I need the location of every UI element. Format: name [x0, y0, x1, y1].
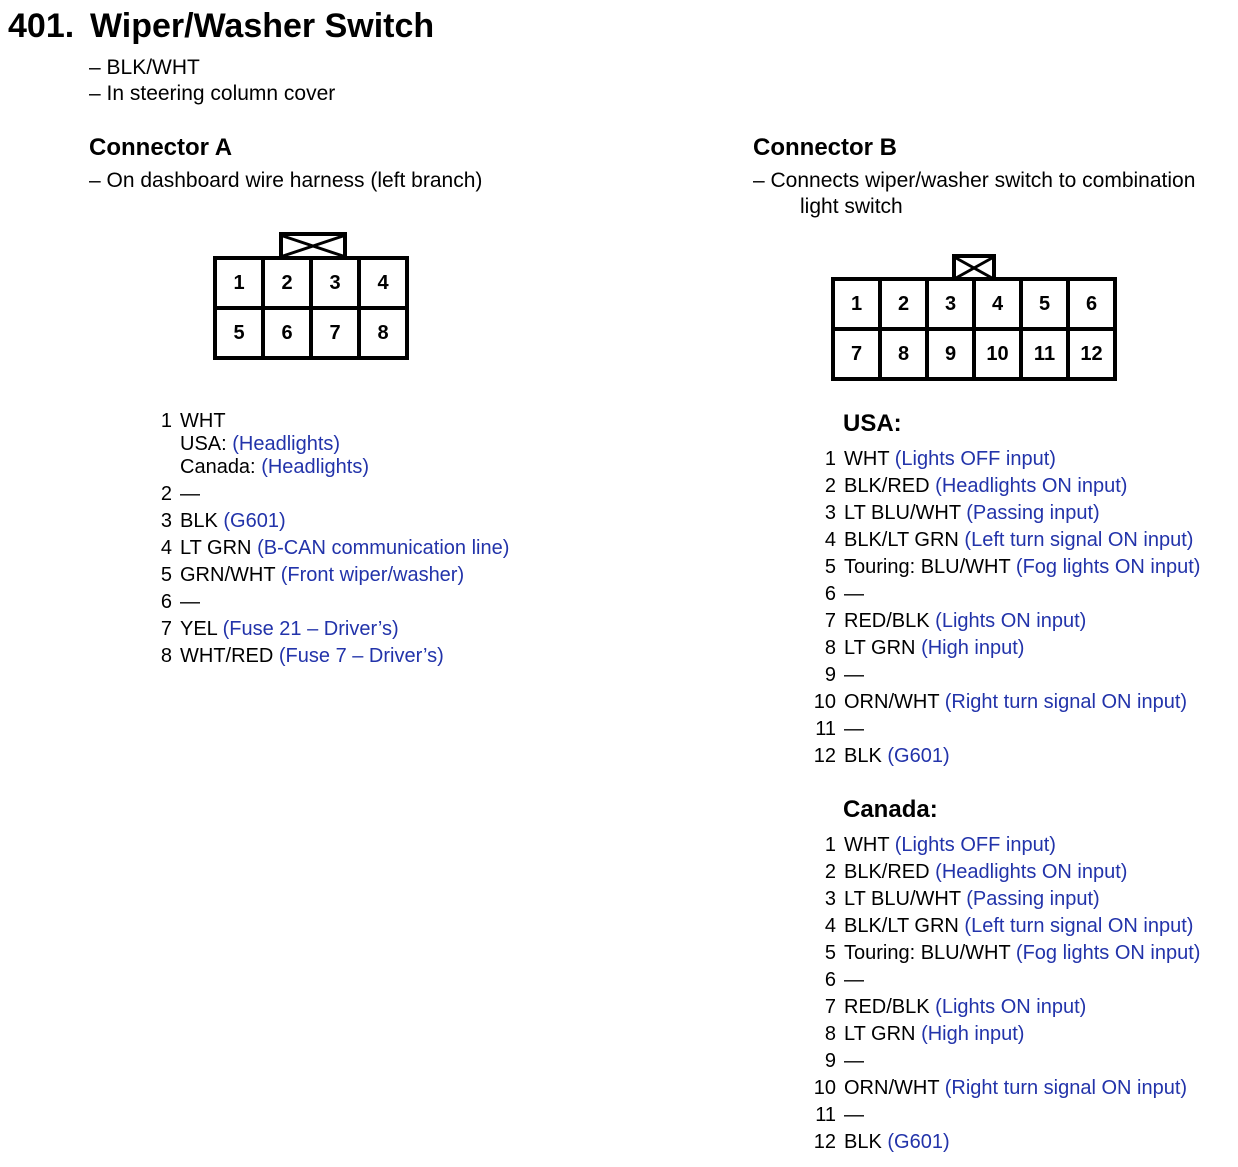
connector-a-diagram [213, 232, 409, 360]
wire-color: WHT [844, 834, 890, 856]
pin-info [180, 591, 200, 614]
pin-function: (Left turn signal ON input) [964, 915, 1194, 937]
pin-main-line [180, 483, 200, 506]
pin-main-line [844, 1104, 864, 1127]
pin-number: 9 [824, 664, 836, 686]
wire-color: LT GRN [844, 1023, 916, 1045]
pin-row [144, 410, 509, 479]
pin-function: (G601) [887, 1131, 950, 1153]
wire-color: LT BLU/WHT [844, 888, 961, 910]
pin-info [844, 556, 1200, 579]
pin-function: (Lights ON input) [935, 610, 1087, 632]
pin-main-line [844, 448, 1056, 471]
connector-cavity: 6 [1070, 281, 1113, 327]
wire-color: WHT [180, 410, 226, 432]
pin-row [808, 1104, 1200, 1127]
pin-number: 7 [160, 618, 172, 640]
pin-function: (Fog lights ON input) [1015, 556, 1201, 578]
connector-cavity: 6 [265, 310, 309, 356]
connector-b-desc-line: light switch [800, 195, 903, 218]
wire-color: BLK/RED [844, 861, 930, 883]
pin-number: 1 [824, 448, 836, 470]
pin-function: (Fuse 21 – Driver’s) [222, 618, 399, 640]
pin-info [844, 745, 950, 768]
connector-cavity: 4 [361, 260, 405, 306]
pin-sub-line [180, 433, 369, 456]
pin-number: 8 [824, 1023, 836, 1045]
pin-row [808, 637, 1200, 660]
pin-number: 9 [824, 1050, 836, 1072]
pin-function: (Lights ON input) [935, 996, 1087, 1018]
wire-color: YEL [180, 618, 218, 640]
pin-info [844, 1131, 950, 1154]
wire-color: LT GRN [180, 537, 252, 559]
pin-main-line [844, 1077, 1187, 1100]
connector-a-desc-line: – On dashboard wire harness (left branch) [89, 169, 483, 192]
pin-main-line [844, 915, 1193, 938]
connector-cavity: 8 [882, 331, 925, 377]
wire-color: RED/BLK [844, 996, 930, 1018]
pin-info [180, 618, 399, 641]
pin-row [808, 915, 1200, 938]
pin-function: (Right turn signal ON input) [944, 691, 1188, 713]
pin-main-line [844, 664, 864, 687]
pin-number: 3 [824, 502, 836, 524]
section-number: 401. [8, 7, 75, 45]
wire-color: — [844, 969, 864, 991]
pin-number: 8 [824, 637, 836, 659]
pin-info [844, 475, 1127, 498]
pin-main-line [844, 942, 1200, 965]
wire-color: — [180, 483, 200, 505]
connector-cavity: 3 [313, 260, 357, 306]
connector-b-cavity-grid [831, 277, 1117, 381]
wire-color: BLK [844, 745, 882, 767]
pin-info [844, 942, 1200, 965]
wire-color: WHT/RED [180, 645, 274, 667]
summary-line-location: – In steering column cover [89, 82, 336, 105]
pin-main-line [844, 556, 1200, 579]
wire-color: BLK [844, 1131, 882, 1153]
connector-cavity: 8 [361, 310, 405, 356]
pin-function: (Lights OFF input) [894, 834, 1056, 856]
pin-number: 4 [824, 529, 836, 551]
pin-info [844, 834, 1056, 857]
connector-cavity: 5 [1023, 281, 1066, 327]
pin-info [844, 664, 864, 687]
pin-main-line [180, 537, 509, 560]
pin-number: 1 [824, 834, 836, 856]
wire-color: BLK [180, 510, 218, 532]
pin-row [808, 861, 1200, 884]
wire-color: ORN/WHT [844, 1077, 940, 1099]
pin-main-line [844, 861, 1127, 884]
pin-function: (Right turn signal ON input) [944, 1077, 1188, 1099]
connector-b-description [753, 168, 1195, 220]
region-label: Canada: [180, 456, 256, 478]
pin-row [808, 529, 1200, 552]
pin-main-line [180, 618, 399, 641]
connector-cavity: 5 [217, 310, 261, 356]
pin-info [844, 718, 864, 741]
connector-cavity: 1 [835, 281, 878, 327]
pin-function: (Lights OFF input) [894, 448, 1056, 470]
pin-row [144, 510, 509, 533]
pin-row [144, 645, 509, 668]
wire-color: — [844, 583, 864, 605]
pin-main-line [844, 1023, 1024, 1046]
pin-function: (Fuse 7 – Driver’s) [278, 645, 444, 667]
connector-cavity: 4 [976, 281, 1019, 327]
connector-a-heading: Connector A [89, 134, 233, 161]
connector-cavity: 12 [1070, 331, 1113, 377]
wire-color: — [180, 591, 200, 613]
pin-main-line [844, 745, 950, 768]
pin-main-line [180, 591, 200, 614]
pin-info [844, 529, 1193, 552]
pin-number: 10 [813, 691, 836, 713]
pin-info [180, 537, 509, 560]
pin-function: (Passing input) [966, 502, 1100, 524]
wire-color: WHT [844, 448, 890, 470]
pin-number: 6 [824, 583, 836, 605]
summary-line-wire-color: – BLK/WHT [89, 56, 200, 79]
pin-main-line [844, 529, 1193, 552]
pin-number: 12 [813, 745, 836, 767]
connector-a-cavity-grid [213, 256, 409, 360]
pin-sub-line [180, 456, 369, 479]
connector-cavity: 2 [882, 281, 925, 327]
page-title [8, 6, 434, 46]
pin-row [808, 1023, 1200, 1046]
usa-heading: USA: [843, 410, 902, 437]
pin-row [144, 618, 509, 641]
connector-b-heading: Connector B [753, 134, 897, 161]
pin-number: 5 [160, 564, 172, 586]
pin-main-line [844, 718, 864, 741]
wire-color: — [844, 718, 864, 740]
wire-color: GRN/WHT [180, 564, 276, 586]
pin-row [808, 942, 1200, 965]
pin-info [844, 969, 864, 992]
connector-cavity: 11 [1023, 331, 1066, 377]
pin-row [808, 969, 1200, 992]
pin-function: (Fog lights ON input) [1015, 942, 1201, 964]
pin-info [844, 637, 1024, 660]
connector-b-diagram [831, 254, 1117, 381]
pin-main-line [180, 510, 286, 533]
pin-row [808, 448, 1200, 471]
pin-main-line [844, 637, 1024, 660]
connector-cavity: 3 [929, 281, 972, 327]
pin-number: 5 [824, 556, 836, 578]
pin-row [808, 745, 1200, 768]
pin-function: (Front wiper/washer) [280, 564, 465, 586]
connector-a-description [89, 168, 482, 194]
wire-color: LT BLU/WHT [844, 502, 961, 524]
pin-function: (Headlights) [232, 433, 341, 455]
wire-color: RED/BLK [844, 610, 930, 632]
pin-main-line [844, 888, 1100, 911]
pin-row [808, 1050, 1200, 1073]
pin-main-line [180, 410, 369, 433]
pin-number: 11 [815, 1104, 836, 1126]
pin-number: 3 [160, 510, 172, 532]
pin-number: 1 [160, 410, 172, 432]
pin-info [844, 996, 1086, 1019]
pin-number: 10 [813, 1077, 836, 1099]
connector-cavity: 10 [976, 331, 1019, 377]
pin-function: (G601) [887, 745, 950, 767]
pin-function: (High input) [921, 1023, 1025, 1045]
pin-info [844, 691, 1187, 714]
wire-color: — [844, 1050, 864, 1072]
connector-b-desc-line: – Connects wiper/washer switch to combination [753, 169, 1196, 192]
pin-info [844, 888, 1100, 911]
pin-info [844, 915, 1193, 938]
pin-function: (Left turn signal ON input) [964, 529, 1194, 551]
pin-info [180, 483, 200, 506]
pin-number: 8 [160, 645, 172, 667]
pin-row [144, 591, 509, 614]
pin-main-line [844, 969, 864, 992]
pin-info [844, 1050, 864, 1073]
connector-cavity: 1 [217, 260, 261, 306]
wire-color: Touring: BLU/WHT [844, 556, 1011, 578]
pin-main-line [180, 645, 444, 668]
pin-main-line [844, 502, 1100, 525]
connector-cavity: 7 [313, 310, 357, 356]
pin-main-line [844, 691, 1187, 714]
canada-heading: Canada: [843, 796, 938, 823]
pin-info [180, 645, 444, 668]
wire-color: BLK/LT GRN [844, 529, 959, 551]
pin-number: 5 [824, 942, 836, 964]
pin-row [808, 834, 1200, 857]
connector-b-canada-pin-list [808, 834, 1200, 1158]
pin-row [808, 1131, 1200, 1154]
pin-row [144, 483, 509, 506]
pin-number: 4 [824, 915, 836, 937]
pin-number: 7 [824, 996, 836, 1018]
connector-b-usa-pin-list [808, 448, 1200, 772]
pin-info [844, 610, 1086, 633]
pin-number: 12 [813, 1131, 836, 1153]
pin-number: 6 [824, 969, 836, 991]
pin-number: 2 [160, 483, 172, 505]
pin-row [808, 718, 1200, 741]
connector-a-pin-list [144, 410, 509, 672]
pin-number: 7 [824, 610, 836, 632]
pin-main-line [844, 834, 1056, 857]
pin-info [844, 1023, 1024, 1046]
connector-cavity: 7 [835, 331, 878, 377]
pin-function: (Headlights ON input) [935, 475, 1128, 497]
section-title: Wiper/Washer Switch [90, 7, 435, 45]
wire-color: LT GRN [844, 637, 916, 659]
pin-info [844, 448, 1056, 471]
wire-color: Touring: BLU/WHT [844, 942, 1011, 964]
pin-function: (High input) [921, 637, 1025, 659]
connector-cavity: 9 [929, 331, 972, 377]
wire-color: BLK/RED [844, 475, 930, 497]
pin-row [808, 664, 1200, 687]
pin-row [808, 888, 1200, 911]
pin-number: 6 [160, 591, 172, 613]
pin-row [808, 475, 1200, 498]
wire-color: — [844, 664, 864, 686]
pin-main-line [180, 564, 464, 587]
connector-cavity: 2 [265, 260, 309, 306]
pin-row [808, 996, 1200, 1019]
pin-number: 11 [815, 718, 836, 740]
pin-row [808, 583, 1200, 606]
wire-color: BLK/LT GRN [844, 915, 959, 937]
pin-number: 4 [160, 537, 172, 559]
pin-function: (B-CAN communication line) [257, 537, 510, 559]
pin-function: (Passing input) [966, 888, 1100, 910]
pin-main-line [844, 610, 1086, 633]
pin-info [180, 410, 369, 479]
pin-main-line [844, 1131, 950, 1154]
pin-row [144, 537, 509, 560]
pin-info [844, 583, 864, 606]
pin-info [844, 861, 1127, 884]
pin-info [844, 502, 1100, 525]
wire-color: ORN/WHT [844, 691, 940, 713]
pin-info [180, 510, 286, 533]
pin-main-line [844, 475, 1127, 498]
pin-row [808, 691, 1200, 714]
pin-row [808, 556, 1200, 579]
pin-number: 2 [824, 861, 836, 883]
pin-main-line [844, 583, 864, 606]
pin-row [144, 564, 509, 587]
pin-function: (G601) [223, 510, 286, 532]
pin-function: (Headlights ON input) [935, 861, 1128, 883]
pin-main-line [844, 1050, 864, 1073]
region-label: USA: [180, 433, 227, 455]
pin-main-line [844, 996, 1086, 1019]
pin-info [844, 1104, 864, 1127]
pin-info [180, 564, 464, 587]
pin-row [808, 610, 1200, 633]
pin-row [808, 1077, 1200, 1100]
pin-function: (Headlights) [261, 456, 370, 478]
wire-color: — [844, 1104, 864, 1126]
pin-number: 2 [824, 475, 836, 497]
pin-info [844, 1077, 1187, 1100]
switch-summary [89, 55, 335, 107]
pin-number: 3 [824, 888, 836, 910]
pin-row [808, 502, 1200, 525]
